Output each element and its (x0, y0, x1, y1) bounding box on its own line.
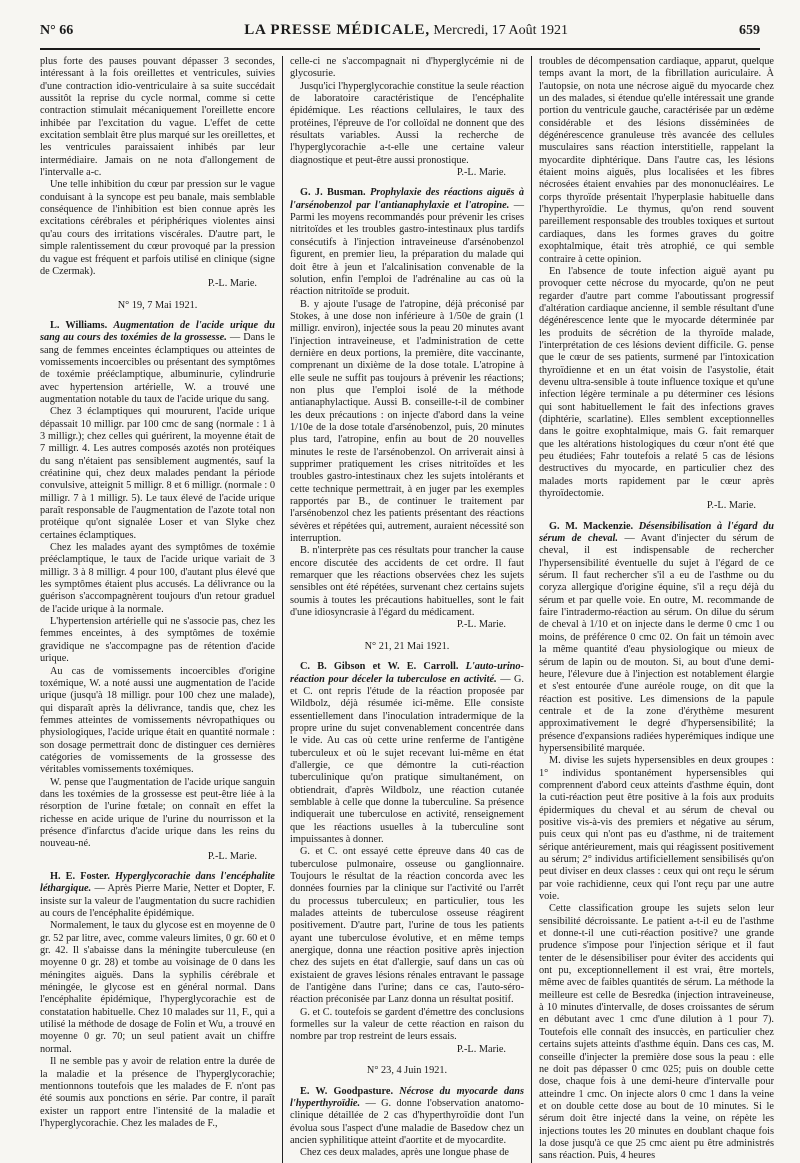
column-2 (290, 56, 524, 1163)
column-3 (539, 56, 774, 1163)
article-heading (539, 521, 774, 756)
paragraph: B. n'interprète pas ces résultats pour trancher la cause encore discutée des accidents de cet ordre. Il faut remarquer que les réactions observées chez les sujets sensibles ont été répétées, survenant chez certains sujets soumis à toutes les précautions habituelles, sont le fait d'une idiosyncrasie à l'égard du médicament. (290, 545, 524, 619)
paragraph: plus forte des pauses pouvant dépasser 3 secondes, intéressant à la fois oreillettes et ventricules, suivies d'une contraction idio-ventriculaire à sa suite succédait aussitôt la reprise du cycle normal, comme si cette contraction stimulait mécaniquement l'oreillette encore inhibée par l'excitation du vague. L'effet de cette excitation semblait être plus marqué sur les oreillettes, et les ventricules paraissaient inhibés par leur intermédiaire. Jamais on ne nota d'allongement de l'intervalle a-c. (40, 56, 275, 179)
article-author: G. M. Mackenzie. (549, 520, 634, 532)
page-header (40, 22, 760, 46)
article-title: L'auto-urino-réaction pour déceler la tuberculose en activité. (290, 661, 524, 685)
issue-number: N° 66 (40, 23, 74, 38)
paragraph: Il ne semble pas y avoir de relation entre la durée de la maladie et la présence de l'hyperglycorachie; mentionnons toutefois que les malades de F. n'ont pas été soumis aux ponctions en série. Par contre, il paraît exister un rapport entre l'intensité de la maladie et l'hyperglycorachie. Chez les malades de F., (40, 1056, 275, 1129)
article-heading (290, 661, 524, 846)
article-heading (40, 871, 275, 920)
column-divider (531, 56, 532, 1163)
article-lead: — Avant d'injecter du sérum de cheval, il est indispensable de rechercher l'hypersensibilité éventuelle du sujet à l'égard de ce sérum. Il faut rechercher s'il a eu de l'asthme ou du coryza allergique d'origine équine, s'il a reçu déjà du sérum et par quelle voie. En outre, M. recommande de faire l'intradermo-réaction au sérum. On dilue du sérum de cheval à 1/10 et on injecte dans le derme 0 cmc 1 ou moins, de préférence 0 cmc 02. On fait un témoin avec la même quantité d'eau physiologique ou mieux de sérum de lapin ou de mouton. Si, au bout d'une demi-heure, l'élevure due à l'injection est notablement élargie et s'est entourée d'une auréole rouge, on dit que la réaction est positive. Les dimensions de la papule centrale et de la zone d'érythème mesurent approximativement le degré d'hypersensibilité; la présence d'expansions radiées hyperémiques indique une hypersensibilité marquée. (539, 533, 774, 754)
header-rule (40, 48, 760, 50)
article-heading (290, 1086, 524, 1148)
article-author: G. J. Busman. (300, 187, 366, 199)
article-lead: — Parmi les moyens recommandés pour prévenir les crises nitritoïdes et les troubles gastro-intestinaux plus tardifs consécutifs à l'injection intraveineuse d'arsénobenzol figurent, en premier lieu, la préparation du malade qui doit être à jeun et l'alcalinisation convenable de la solution, enfin l'emploi de l'adrénaline au cas où la réaction nitritoïde se produit. (290, 199, 524, 298)
article-title: Nécrose du myocarde dans l'hyperthyroïdie. (290, 1085, 524, 1109)
paragraph: troubles de décompensation cardiaque, apparut, quelque temps avant la mort, de la fibrillation auriculaire. À l'autopsie, on nota une nécrose aiguë du myocarde chez un des malades, si étendue qu'elle intéressait une grande portion du ventricule gauche, caractérisée par un œdème considérable et des lésions disséminées de dégénérescence granuleuse très avancée des cellules musculaires sans réaction interstitielle, rappelant la myocardite diphtérique. Dans l'autre cas, les lésions étaient moins aiguës, plus localisées et les fibres nécrosées étaient envahies par des mononucléaires. Le corps thyroïde présentait l'hyperplasie habituelle dans l'hyperthyroïdie. Le thymus, qu'on rend souvent pareillement responsable des troubles toxiques et surtout cardiaques, dans les formes graves du goitre exophtalmique, était très atrophié, ce qui semble contraire à cette opinion. (539, 56, 774, 265)
issue-date: N° 23, 4 Juin 1921. (366, 1065, 448, 1077)
article-lead: — Dans le sang de femmes enceintes éclamptiques ou atteintes de vomissements incoercibles ou présentant des symptômes de toxémie prééclamptique, albuminurie, cylindrurie avec hypertension artérielle, W. a trouvé une augmentation notable du taux de l'acide urique du sang. (40, 332, 275, 405)
article-author: H. E. Foster. (50, 871, 110, 882)
issue-date: N° 19, 7 Mai 1921. (117, 299, 198, 311)
paragraph: Chez ces deux malades, après une longue phase de (300, 1147, 510, 1159)
masthead (244, 22, 568, 39)
article-author: L. Williams. (50, 319, 108, 331)
issue-date: N° 21, 21 Mai 1921. (364, 640, 450, 652)
paragraph: M. divise les sujets hypersensibles en deux groupes : 1° individus spontanément hypersensibles qui comprennent d'abord ceux atteints d'asthme équin, dont la cuti-réaction peut être positive à la fois aux produits épidermiques du cheval et au sérum de cheval ou positive vis-à-vis des premiers et négative au sérum, puis ceux qui n'ont pas eu d'asthme, ni de traitement sérique antérieurement, mais qui réagissent positivement au sérum; 2° individus artificiellement sensibilisés qu'on peut diviser en deux classes : ceux qui ont reçu le sérum par voie rachidienne, ceux qui l'ont reçu par une autre voie. (539, 755, 774, 903)
paragraph: W. pense que l'augmentation de l'acide urique sanguin dans les toxémies de la grossesse est peut-être liée à la résorption de l'urine fœtale; on connaît en effet la richesse en acide urique de l'urine du nourrisson et la présence d'infarctus d'acide urique dans les reins du nouveau-né. (40, 776, 275, 850)
paragraph: Une telle inhibition du cœur par pression sur le vague conduisant à la syncope est peu banale, mais semblable conséquence de l'inhibition est bien connue après les excitations cérébrales et périphériques violentes ainsi qu'au cours des irritations viscérales. D'autre part, le simple ralentissement du cœur provoqué par la pression du vague est fréquent et parfois utilisé en clinique (signe de Czermak). (40, 179, 275, 277)
article-heading (40, 320, 275, 406)
signature: P.-L. Marie. (456, 167, 506, 179)
signature: P.-L. Marie. (456, 619, 506, 631)
masthead-title: LA PRESSE MÉDICALE, (244, 22, 430, 38)
paragraph: Jusqu'ici l'hyperglycorachie constitue la seule réaction de laboratoire caractéristique de l'encéphalite épidémique. Les réactions cellulaires, le taux des protéines, l'épreuve de l'or colloïdal ne donnent que des résultats variables. Aussi la recherche de l'hyperglycorachie a-t-elle une certaine valeur diagnostique et peut-être aussi pronostique. (290, 80, 524, 166)
article-author: C. B. Gibson et W. E. Carroll. (300, 661, 459, 673)
article-lead: — G. et C. ont repris l'étude de la réaction proposée par Wildbolz, déjà résumée ici-même. Elle consiste essentiellement dans l'inoculation intradermique de la propre urine du sujet convenablement concentrée dans le vide. Au cas où cette urine renferme de l'antigène tuberculeux et où le sujet recevant lui-même en état d'allergie, ce que démontre la cuti-réaction tuberculinique qu'on pratique simultanément, on obtiendrait, d'après Wildbolz, une réaction cutanée semblable à celle que donne la tuberculine. Sa présence indiquerait une tuberculose en activité, renseignement que les réactions usuelles à la tuberculine sont impuissantes à donner. (290, 673, 525, 845)
signature: P.-L. Marie. (456, 1043, 506, 1055)
paragraph: G. et C. toutefois se gardent d'émettre des conclusions formelles sur la valeur de cette réaction en raison du nombre par trop restreint de leurs essais. (290, 1006, 524, 1043)
article-lead: — Après Pierre Marie, Netter et Dopter, F. insiste sur la valeur de l'augmentation du sucre rachidien au cours de l'encéphalite épidémique. (40, 883, 275, 920)
page-number: 659 (738, 23, 760, 38)
masthead-date: Mercredi, 17 Août 1921 (433, 23, 568, 38)
article-title: Désensibilisation à l'égard du sérum de cheval. (539, 520, 775, 545)
article-title: Augmentation de l'acide urique du sang au cours des toxémies de la grossesse. (40, 319, 275, 344)
paragraph: En l'absence de toute infection aiguë ayant pu provoquer cette nécrose du myocarde, qu'on ne peut regarder d'autre part comme l'aboutissant progressif d'altération cardiaque ancienne, il semble résultant d'une dégénérescence lente que le myocarde déterminée par les produits de sécrétion de la thyroïde malade, l'interprétation de ces lésions devient difficile. G. pense que le cœur de ses patients, surmené par l'intoxication thyroïdienne et en un état voisin de l'asystolie, était devenu ultra-sensible à toute influence toxique et qu'une infection légère terminale a pu déterminer ces lésions qui sont habituellement le fait des infections graves (diphtérie, scarlatine). Elles semblent exceptionnelles dans le goitre exophtalmique, mais G. fait remarquer que les altérations histologiques du cœur n'ont été que peu étudiées; Fahr toutefois a relaté 5 cas de lésions destructives du myocarde, en particulier chez des malades morts rapidement par le cœur après thyroïdectomie. (539, 265, 774, 500)
column-divider (282, 56, 283, 1163)
article-title: Hyperglycorachie dans l'encéphalite léthargique. (40, 871, 275, 895)
paragraph: celle-ci ne s'accompagnait ni d'hyperglycémie ni de glycosurie. (290, 56, 524, 80)
article-title: Prophylaxie des réactions aiguës à l'arsénobenzol par l'antianaphylaxie et l'atropine. (290, 187, 525, 211)
article-lead: — G. donne l'observation anatomo-clinique détaillée de 2 cas d'hyperthyroïdie dont l'un évolua sous l'aspect d'une maladie de Basedow chez un ancien syphilitique atteint d'aortite et de myocardite. (290, 1097, 524, 1146)
article-heading (290, 187, 524, 298)
paragraph: Cette classification groupe les sujets selon leur sensibilité décroissante. Le patient a-t-il eu de l'asthme et donne-t-il une cuti-réaction positive? une grande prudence s'impose pour l'injection sérique et il faut tenter de le désensibiliser pour éviter des accidents qui ont pu, exceptionnellement il est vrai, être mortels, même avec de faibles quantités de sérum. La méthode la meilleure est celle de Besredka (injection intraveineuse, à 10 minutes d'intervalle, de doses croissantes de sérum en débutant avec 1 cmc d'une dilution à 1 pour 7). Toutefois elle connaît des insuccès, en particulier chez certains sujets atteints d'asthme équin. Dans ces cas, M. conseille d'injecter la première dose sous la peau : elle ne doit pas dépasser 0 cmc 025; puis on double cette dose, chaque fois à une demi-heure d'intervalle pour atteindre 1 cmc. On injecte alors 0 cmc 1 dans la veine et on double cette dose au bout de 10 minutes. Si le sérum doit être injecté dans la veine, on répète les injections toutes les 20 minutes en doublant chaque fois la dose jusqu'à ce que 25 cmc aient pu être administrés sans réaction. Puis, 4 heures (539, 903, 774, 1162)
signature: P.-L. Marie. (207, 278, 257, 290)
column-1 (40, 56, 275, 1163)
paragraph: Chez les malades ayant des symptômes de toxémie prééclamptique, le taux de l'acide urique variait de 3 milligr. 3 à 8 milligr. 4 pour 100, d'autant plus élevé que les symptômes étaient plus accusés. La délivrance ou la guérison s'accompagnèrent toujours d'un retour graduel de l'acide urique à la normale. (40, 542, 275, 615)
article-columns (40, 56, 775, 1162)
signature: P.-L. Marie. (207, 850, 257, 862)
article-author: E. W. Goodpasture. (300, 1085, 394, 1097)
paragraph: L'hypertension artérielle qui ne s'associe pas, chez les femmes enceintes, à des symptômes de toxémie gravidique ne s'accompagne pas de rétention d'acide urique. (40, 616, 275, 665)
paragraph: Normalement, le taux du glycose est en moyenne de 0 gr. 52 par litre, avec, comme valeurs limites, 0 gr. 60 et 0 gr. 42. Il s'abaisse dans la méningite tuberculeuse (en moyenne 0 gr. 28) et tombe au voisinage de 0 dans les méningites aiguës. Dans la syphilis cérébrale et méningée, le glycose est en général normal. Dans l'encéphalite épidémique, l'hyperglycorachie est de constatation habituelle. Chez 10 malades sur 11, F., qui a utilisé la méthode de dosage de Folin et Wu, a trouvé en moyenne 0 gr. 70; un seul patient avait un chiffre normal. (40, 920, 275, 1055)
paragraph: G. et C. ont essayé cette épreuve dans 40 cas de tuberculose pulmonaire, osseuse ou ganglionnaire. Toujours le résultat de la réaction concorda avec les données fournies par la clinique sur l'activité ou l'arrêt du processus tuberculeux; en particulier, tous les malades atteints de tuberculose osseuse réagirent positivement. D'autre part, l'urine de tous les patients ayant une tuberculose évolutive, et en même temps anergique, donna une réaction positive après injection chez des sujets en état d'allergie, sauf dans un cas où existaient de graves lésions rénales entravant le passage de l'antigène dans l'urine; dans ce cas, l'auto-séro-réaction préconisée par Lanz donna un résultat positif. (290, 846, 524, 1006)
signature: P.-L. Marie. (706, 500, 756, 512)
paragraph: Au cas de vomissements incoercibles d'origine toxémique, W. a noté aussi une augmentation de l'acide urique (jusqu'à 18 milligr. pour 100 chez une malade), qui disparaît après la délivrance, tandis que, chez les femmes atteintes de vomissements névropathiques ou physiologiques, l'acide urique était en quantité normale : son dosage permettrait donc de distinguer ces dernières catégories de vomissements de la grossesse des véritables vomissements toxémiques. (40, 665, 275, 776)
paragraph: B. y ajoute l'usage de l'atropine, déjà préconisé par Stokes, à une dose non inférieure à 1/50e de grain (1 milligr. environ), injectée sous la peau 20 minutes avant l'injection intraveineuse, et l'administration de cette dernière en deux portions, la première, dite vaccinante, comprenant un dixième de la dose totale. L'atropine à elle seule ne suffit pas toujours à prévenir les réactions; non plus que l'emploi isolé de la méthode antianaphylactique. Aussi B. conseille-t-il de combiner les deux précautions : on injecte d'abord dans la veine 1/10e de la dose totale d'arsénobenzol, puis, 20 minutes plus tard, l'atropine, enfin au bout de 20 nouvelles minutes le reste de l'arsénobenzol. On arriverait ainsi à supprimer pratiquement les crises nitritoïdes et les troubles gastro-intestinaux chez les sujets intolérants et cette technique permettrait, à en juger par les exemples rapportés par B., de continuer le traitement par l'arsénobenzol chez les patients présentant des réactions sévères et répétées qui, autrement, auraient nécessité son interruption. (290, 298, 524, 545)
paragraph: Chez 3 éclamptiques qui moururent, l'acide urique dépassait 10 milligr. par 100 cmc de sang (normale : 1 à 3 milligr.); chez celles qui guérirent, la moyenne était de 7 milligr. 4. Les autres composés azotés non protéiques du sang n'étaient pas sensiblement augmentés, sauf la créatinine qui, chez deux malades pendant la période convulsive, atteignit 5 milligr. 8 et 6 milligr. (normale : 0 milligr. 7 à 1 milligr. 5). Le taux élevé de l'acide urique paraît responsable de l'augmentation de l'azote total non protéique qu'ont signalée Loser et van Slyke chez certaines éclamptiques. (40, 406, 275, 541)
